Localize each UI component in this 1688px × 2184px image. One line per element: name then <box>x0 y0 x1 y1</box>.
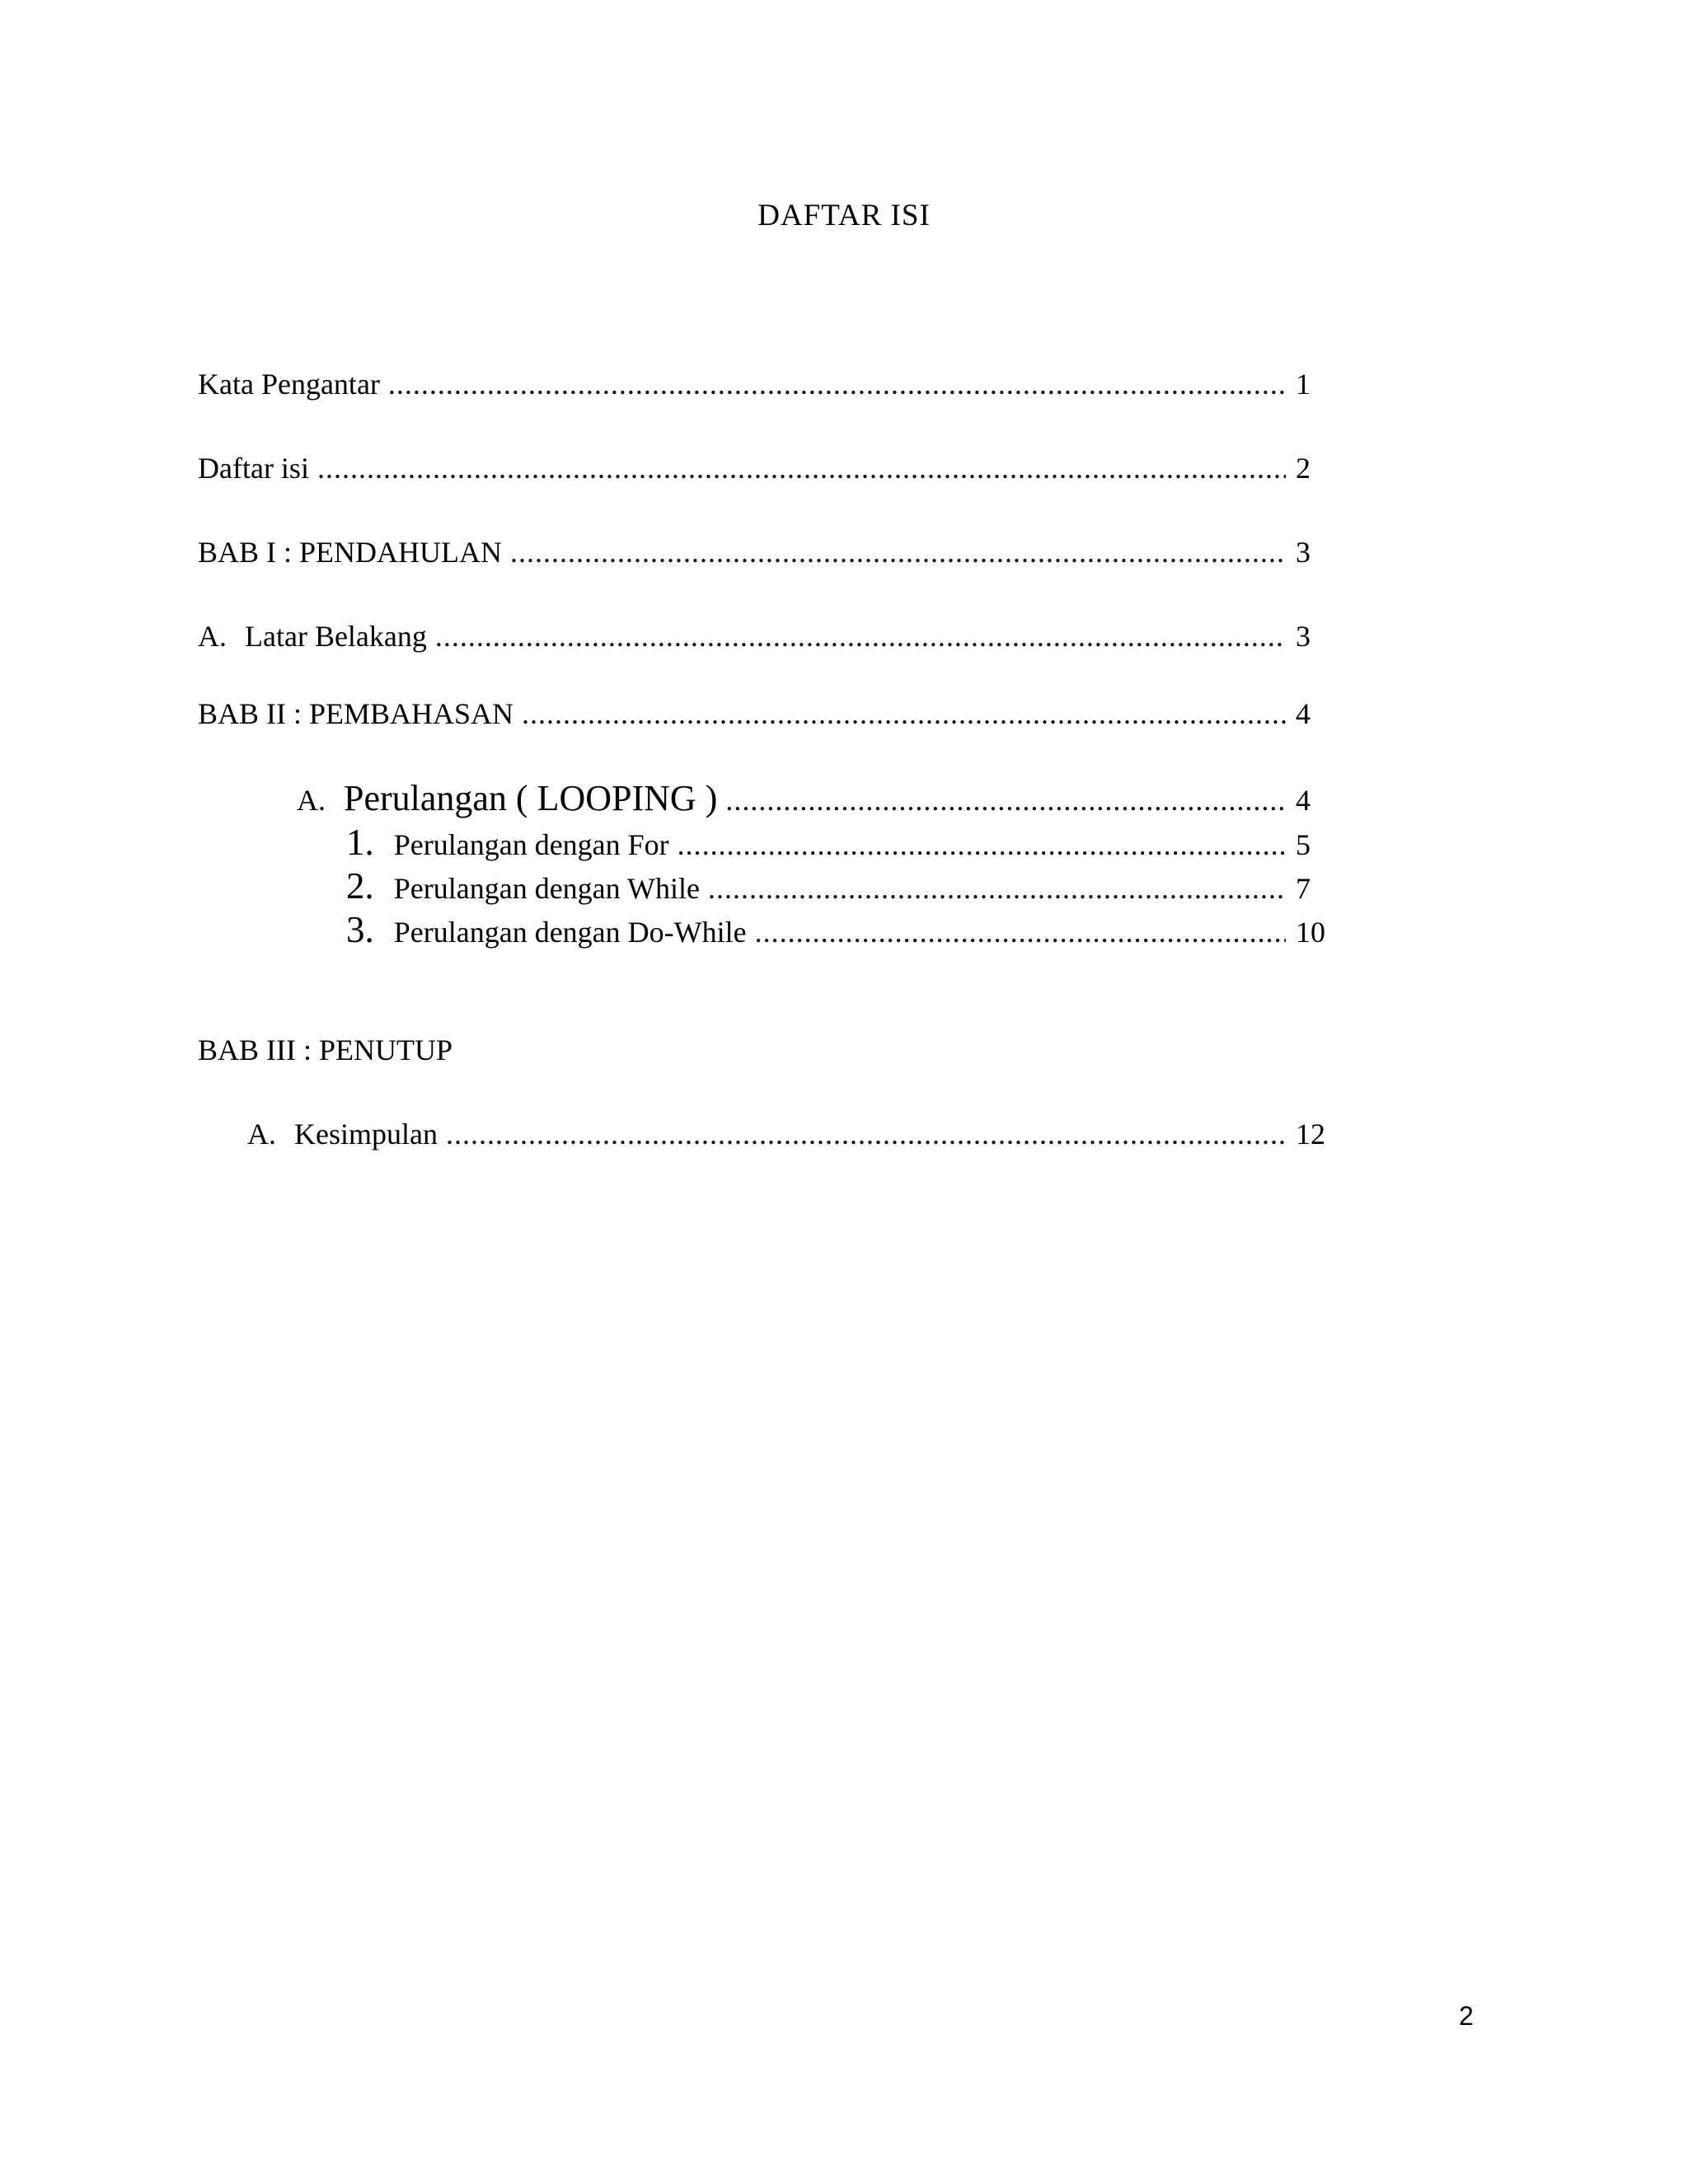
dot-leader <box>755 912 1286 952</box>
toc-page-number: 1 <box>1296 368 1311 401</box>
toc-entry-text: Perulangan dengan Do-While <box>393 916 747 949</box>
toc-entry-label <box>297 779 725 820</box>
toc-entry-perulangan[interactable] <box>297 779 1329 820</box>
toc-entry-text: Kesimpulan <box>294 1118 438 1151</box>
toc-page-number: 7 <box>1296 872 1311 905</box>
toc-entry-label: BAB III : PENUTUP <box>198 1033 453 1066</box>
toc-entry-label: Kata Pengantar <box>198 368 380 401</box>
toc-entry-text: Perulangan dengan For <box>393 828 669 861</box>
toc-entry-label <box>247 1114 446 1154</box>
toc-entry-label: Daftar isi <box>198 452 309 485</box>
toc-entry-latar-belakang[interactable] <box>198 616 1329 656</box>
toc-entry-text: Latar Belakang <box>245 620 427 653</box>
toc-page-number: 2 <box>1296 452 1311 485</box>
toc-entry-daftar-isi[interactable] <box>198 448 1329 488</box>
toc-page-number: 5 <box>1296 828 1311 861</box>
toc-page-number: 3 <box>1296 620 1311 653</box>
dot-leader <box>708 869 1286 908</box>
toc-entry-bab-2[interactable] <box>198 694 1329 733</box>
toc-entry-label <box>346 866 708 908</box>
toc-entry-bab-1[interactable] <box>198 532 1329 572</box>
toc-page-number: 3 <box>1296 536 1311 569</box>
dot-leader <box>388 364 1286 404</box>
toc-entry-label <box>346 910 755 952</box>
toc-entry-label: BAB II : PEMBAHASAN <box>198 697 514 730</box>
dot-leader <box>678 825 1286 865</box>
dot-leader <box>725 780 1286 820</box>
toc-page-number: 4 <box>1296 784 1311 817</box>
toc-entry-marker: A. <box>247 1118 276 1151</box>
toc-entry-marker: A. <box>198 620 227 653</box>
toc-entry-marker: 3. <box>346 909 374 950</box>
toc-entry-label <box>346 823 678 865</box>
dot-leader <box>317 448 1286 488</box>
toc-entry-text: Perulangan dengan While <box>393 872 700 905</box>
page-number: 2 <box>1459 2001 1474 2031</box>
toc-entry-marker: A. <box>297 784 326 817</box>
toc-entry-bab-3[interactable] <box>198 1030 461 1070</box>
toc-entry-text: Perulangan ( LOOPING ) <box>344 778 718 818</box>
toc-entry-marker: 2. <box>346 865 374 907</box>
toc-entry-label: BAB I : PENDAHULAN <box>198 536 502 569</box>
toc-entry-perulangan-while[interactable] <box>346 866 1329 908</box>
toc-page-number: 10 <box>1296 916 1325 949</box>
toc-entry-kata-pengantar[interactable] <box>198 364 1329 404</box>
dot-leader <box>522 694 1286 733</box>
toc-entry-perulangan-do-while[interactable] <box>346 910 1329 952</box>
dot-leader <box>510 532 1286 572</box>
toc-entry-marker: 1. <box>346 822 374 863</box>
toc-page-number: 4 <box>1296 697 1311 730</box>
toc-entry-perulangan-for[interactable] <box>346 823 1329 865</box>
dot-leader <box>446 1114 1286 1154</box>
dot-leader <box>435 616 1286 656</box>
page-title: DAFTAR ISI <box>757 199 931 232</box>
toc-entry-label <box>198 616 435 656</box>
toc-entry-kesimpulan[interactable] <box>247 1114 1329 1154</box>
toc-page-number: 12 <box>1296 1118 1325 1151</box>
